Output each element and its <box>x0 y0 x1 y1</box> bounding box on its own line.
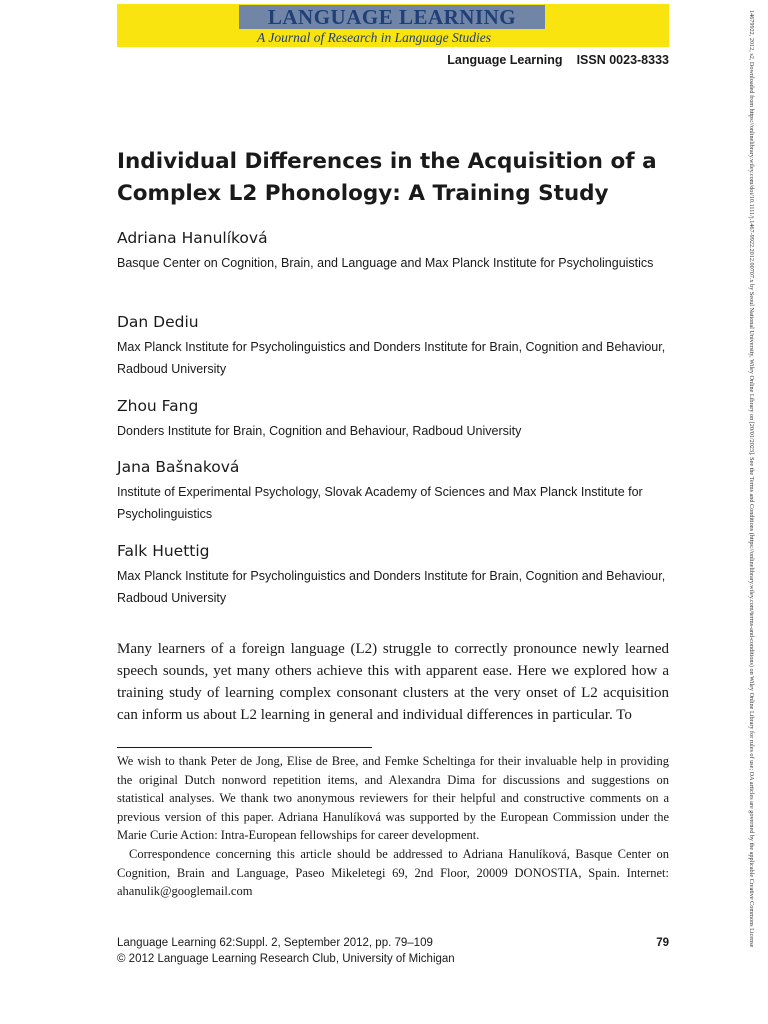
author-affiliation: Max Planck Institute for Psycholinguistics and Donders Institute for Brain, Cognition and Behaviour, Radboud University <box>117 340 666 376</box>
banner-title-box <box>239 5 545 29</box>
banner-subtitle: A Journal of Research in Language Studies <box>257 30 491 45</box>
citation-line: Language Learning 62:Suppl. 2, September 2012, pp. 79–109 <box>117 937 433 949</box>
author-name: Adriana Hanulíková <box>117 229 268 247</box>
footnote <box>117 752 669 901</box>
banner-title: LANGUAGE LEARNING <box>267 5 517 29</box>
acknowledgment-text: We wish to thank Peter de Jong, Elise de Bree, and Femke Scheltinga for their invaluable help in providing the original Dutch nonword repetition items, and Alexandra Dima for discussions and suggestions on statistical analyses. We thank two anonymous reviewers for their helpful and constructive comments on a previous version of this paper. Adriana Hanulíková was supported by the European Commission under the Marie Curie Action: Intra-European fellowships for career development. <box>117 754 669 843</box>
author-name: Zhou Fang <box>117 397 199 415</box>
journal-banner <box>117 4 669 47</box>
author-name: Jana Bašnaková <box>117 458 240 476</box>
journal-info-line <box>447 53 669 67</box>
author-affiliation: Donders Institute for Brain, Cognition and Behaviour, Radboud University <box>117 424 522 438</box>
correspondence-text: Correspondence concerning this article should be addressed to Adriana Hanulíková, Basque Center on Cognition, Brain and Language, Paseo Mikeletegi 69, 2nd Floor, 20009 DONOSTIA, Spain. Internet: ahanulik@googlemail.com <box>117 846 669 899</box>
article-title: Individual Differences in the Acquisition of a Complex L2 Phonology: A Training Study <box>117 149 657 206</box>
author-affiliation: Basque Center on Cognition, Brain, and Language and Max Planck Institute for Psycholinguistics <box>117 256 654 270</box>
page-footer <box>117 935 669 967</box>
author-affiliation: Institute of Experimental Psychology, Slovak Academy of Sciences and Max Planck Institute for Psycholinguistics <box>117 485 643 521</box>
download-sidebar <box>744 10 758 1014</box>
download-notice: 14679922, 2012, s2, Downloaded from https://onlinelibrary.wiley.com/doi/10.1111/j.1467-9922.2012.00707.x by Seoul National University, Wiley Online Library on [20/01/2023]. See the Terms and Conditions (https://onlinelibrary.wiley.com/terms-and-conditions) on Wiley Online Library for rules of use; OA articles are governed by the applicable Creative Commons License <box>748 10 755 948</box>
footnote-divider <box>117 747 372 748</box>
author-entry <box>117 457 669 525</box>
journal-name: Language Learning <box>447 53 563 67</box>
page-number: 79 <box>656 937 669 949</box>
author-entry <box>117 396 669 442</box>
author-name: Dan Dediu <box>117 313 199 331</box>
author-name: Falk Huettig <box>117 542 210 560</box>
abstract-text: Many learners of a foreign language (L2) struggle to correctly pronounce newly learned speech sounds, yet many others achieve this with apparent ease. Here we explored how a training study of learning complex consonant clusters at the very onset of L2 acquisition can inform us about L2 learning in general and individual differences in particular. To <box>117 641 669 723</box>
author-entry <box>117 312 669 380</box>
author-entry <box>117 541 669 609</box>
journal-issn: ISSN 0023-8333 <box>576 53 669 67</box>
author-entry <box>117 228 669 274</box>
author-affiliation: Max Planck Institute for Psycholinguistics and Donders Institute for Brain, Cognition and Behaviour, Radboud University <box>117 569 666 605</box>
copyright-line: © 2012 Language Learning Research Club, University of Michigan <box>117 953 455 965</box>
